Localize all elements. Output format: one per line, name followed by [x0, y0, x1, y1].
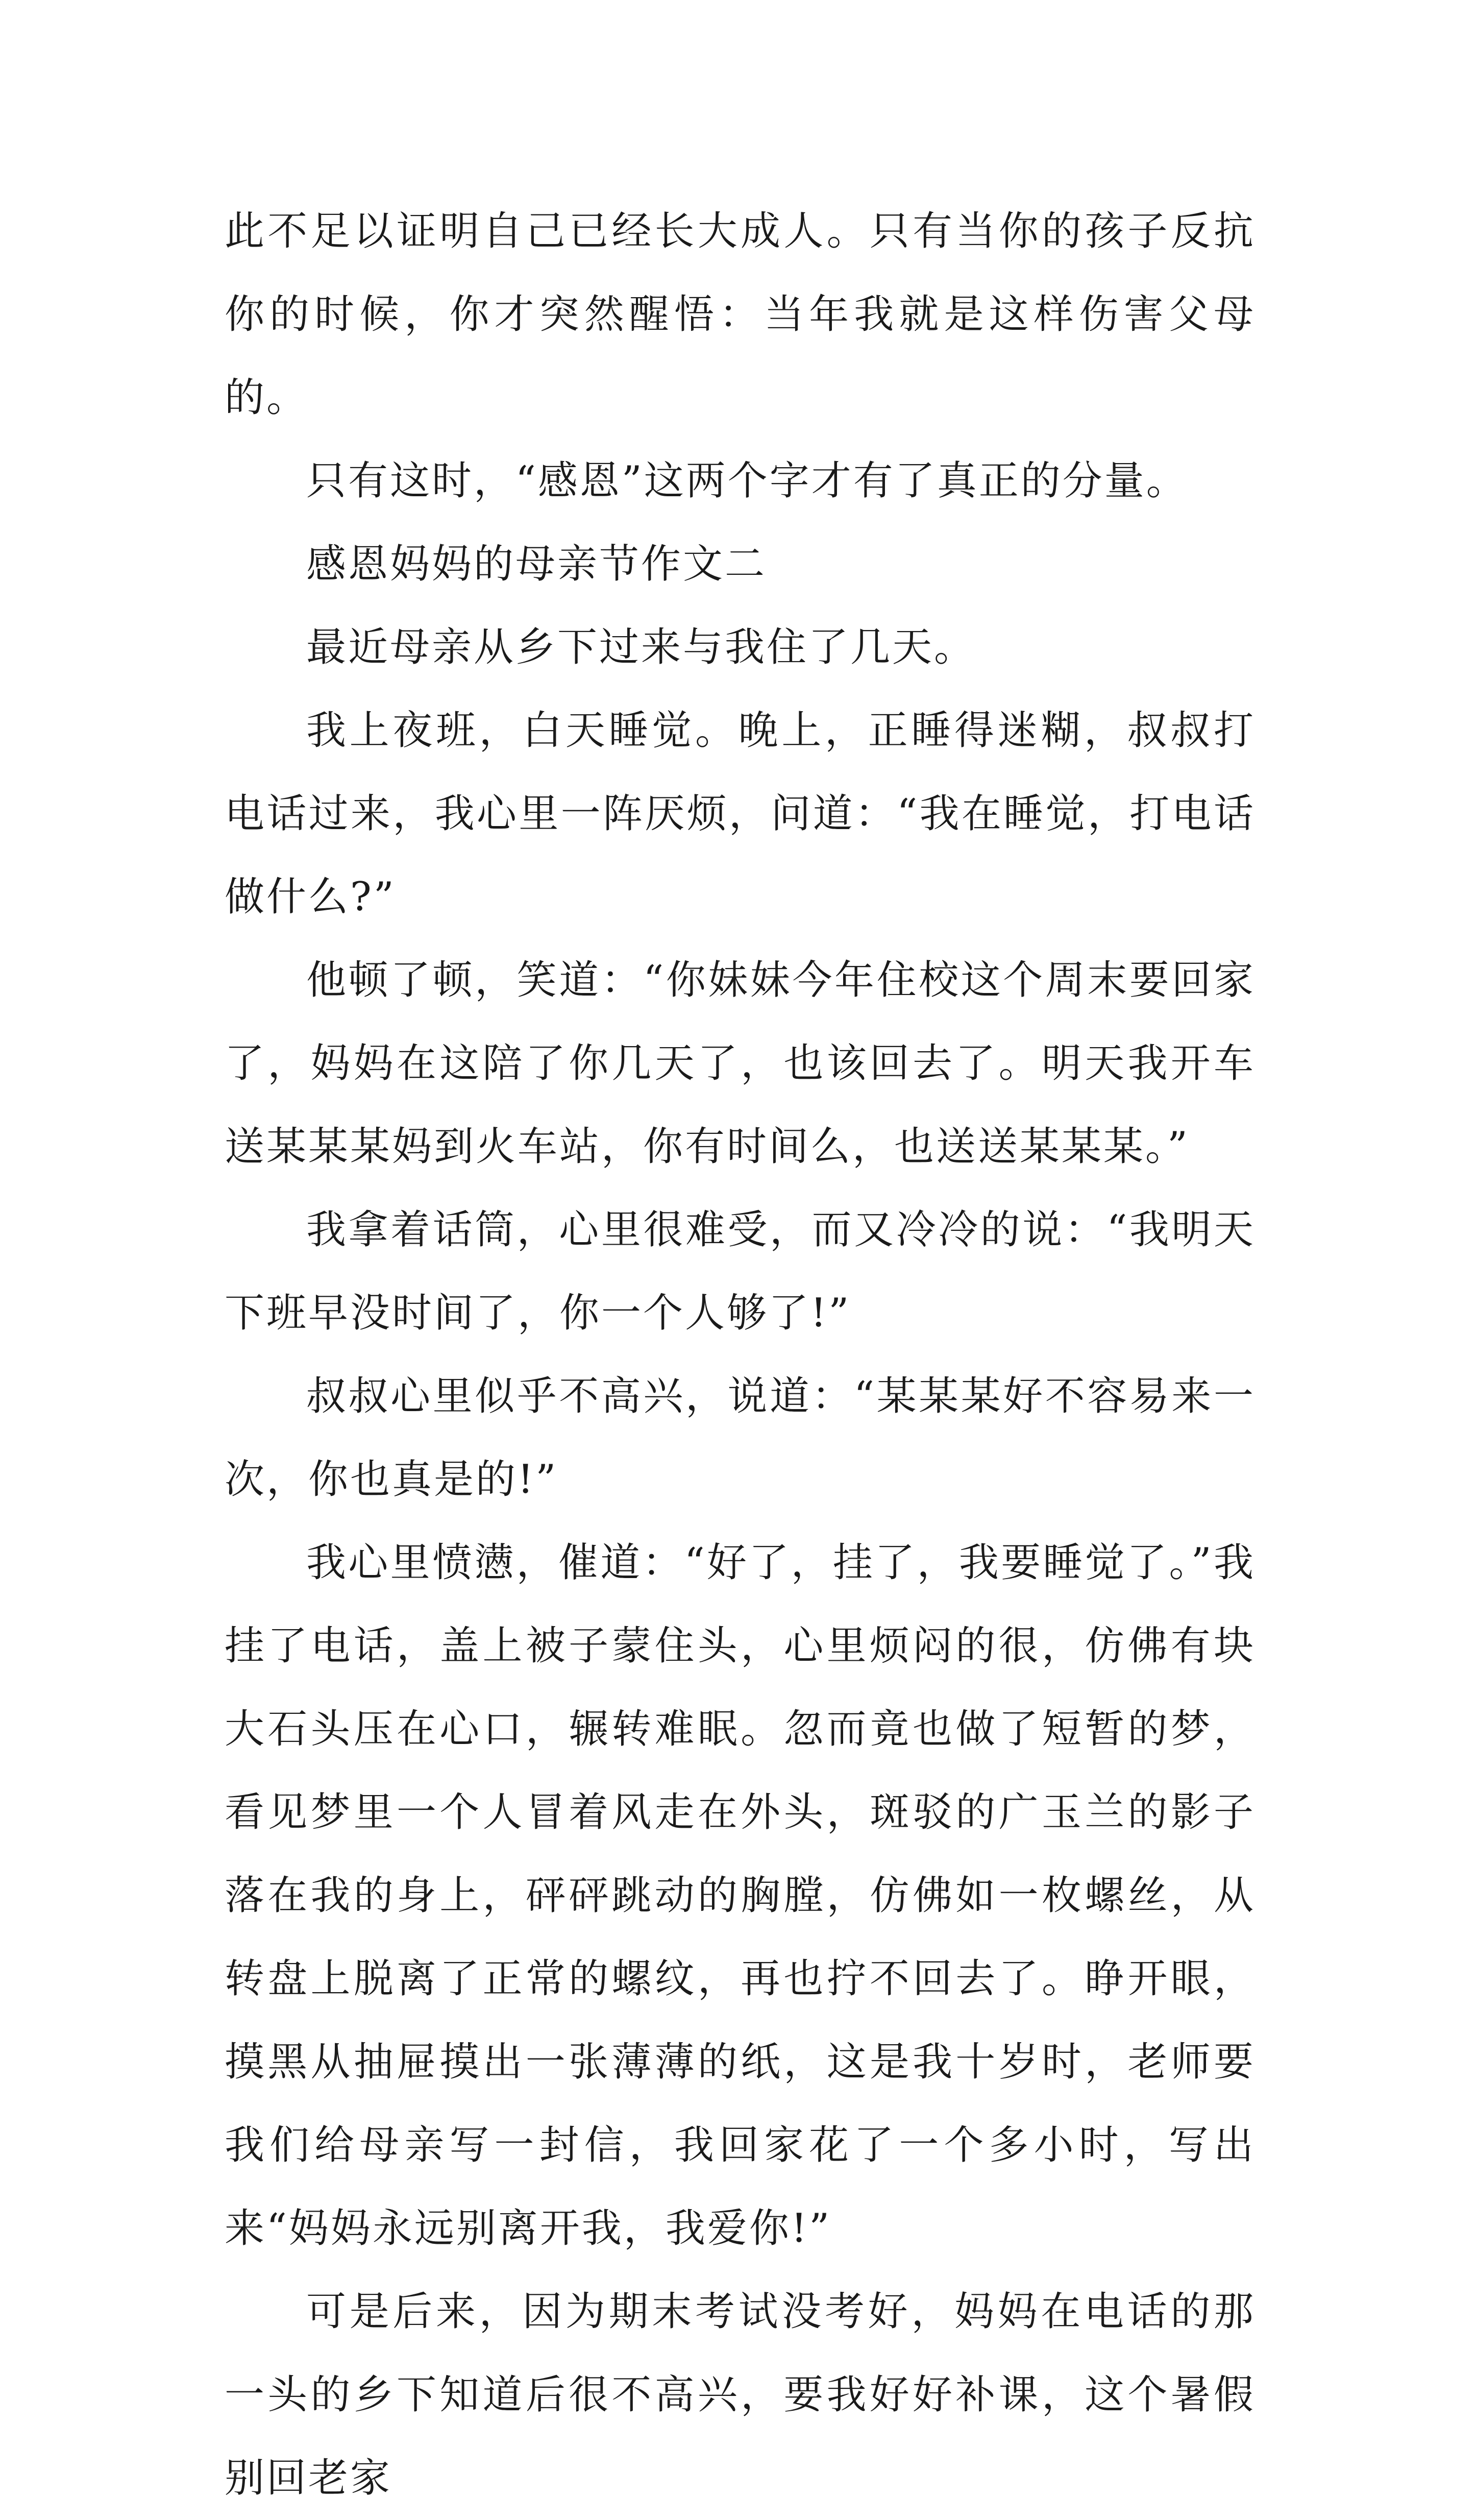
- document-body: [225, 190, 1256, 2520]
- paragraph: 只有这时，“感恩”这两个字才有了真正的分量。: [306, 458, 1188, 504]
- paragraph: 我上夜班，白天睡觉。晚上，正睡得迷糊，叔叔打电话过来，我心里一阵厌烦，问道：“我在睡觉，打电话做什么?”: [225, 708, 1256, 920]
- paragraph: 叔叔心里似乎不高兴，说道：“某某某好不容易来一次，你也真是的!”: [225, 1373, 1256, 1503]
- paragraph: 我心里愤懑，催道：“好了，挂了，我要睡觉了。”我挂了电话，盖上被子蒙住头，心里烦闷的很，仿佛有块大石头压在心口，辗转难眠。忽而竟也做了短暂的梦，看见梦里一个人冒着风走在外头，斑驳的广玉兰的影子落在我的身上，砰砰跳动的胸膛，仿佛如一枚螺丝，从转盘上脱离了正常的螺纹，再也拧不回去了。睁开眼，摸黑从抽屉摸出一张薄薄的纸，这是我十岁时，老师要我们给母亲写一封信，我回家花了一个多小时，写出来“妈妈永远别离开我，我爱你!”: [225, 1540, 1256, 2251]
- paragraph: 最近母亲从乡下过来与我住了几天。: [306, 624, 976, 670]
- paragraph: 可是后来，因为期末考试没考好，妈妈在电话的那一头的乡下知道后很不高兴，要我好好补课，这个暑假别回老家: [225, 2289, 1256, 2501]
- paragraph: 我拿着话筒，心里很难受，而又冷冷的说：“我明天下班早没时间了，你一个人够了!”: [225, 1207, 1256, 1336]
- paragraph-continuation: 此不足以证明自己已经长大成人。只有当你的孩子反抗你的时候，你才突然醒悟：当年我就是这样伤害父母的。: [225, 208, 1256, 421]
- section-heading: 感恩妈妈的母亲节作文二: [306, 541, 767, 587]
- paragraph: 他顿了顿，笑道：“你妹妹今年住校这个周末要回家了，妈妈在这陪了你几天了，也该回去了。明天我开车送某某某妈到火车站，你有时间么，也送送某某某。”: [225, 957, 1256, 1170]
